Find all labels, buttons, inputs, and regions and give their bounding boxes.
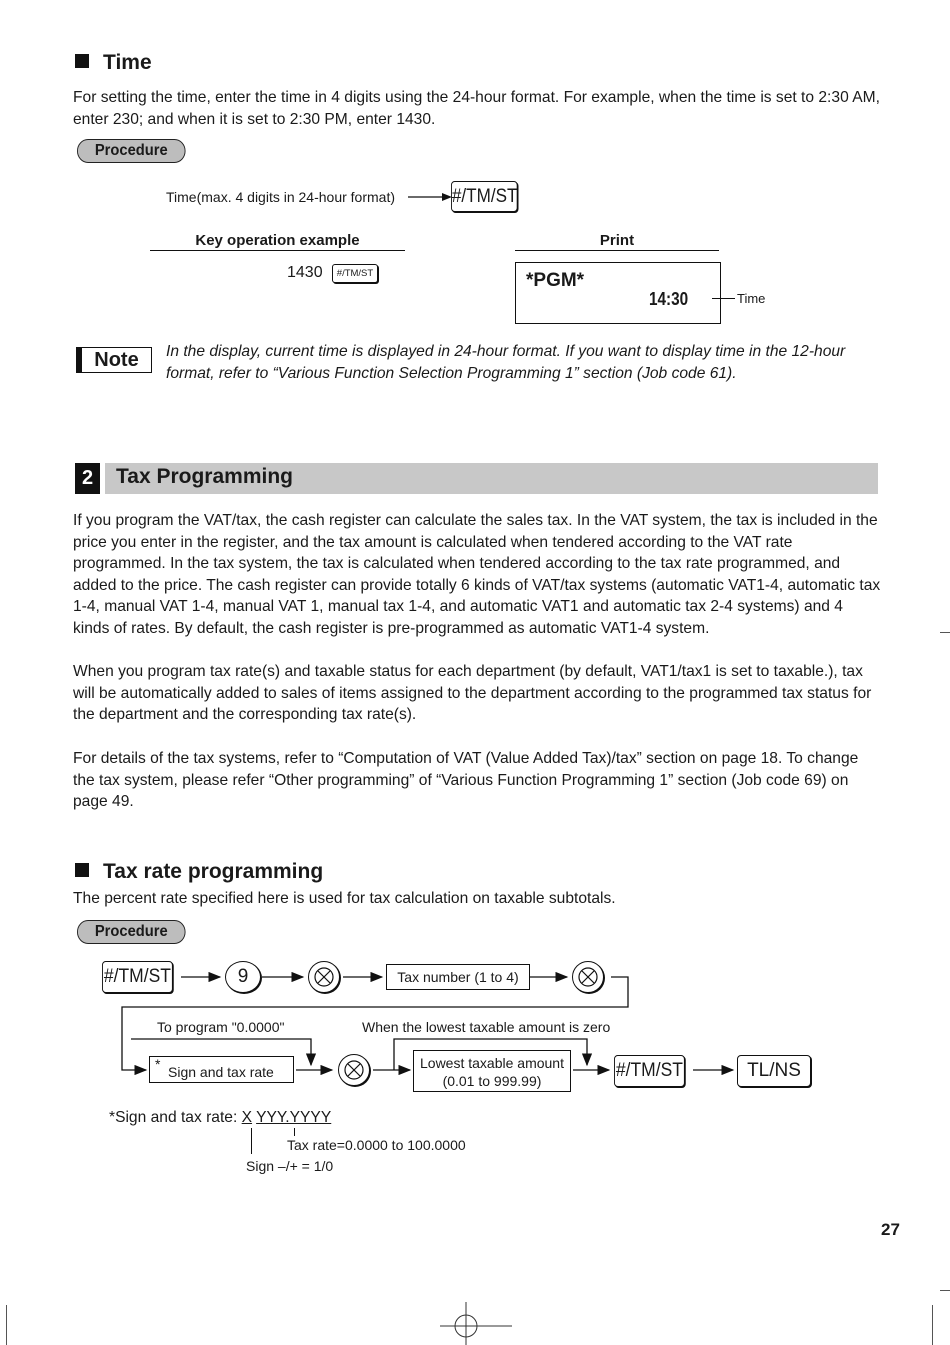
section-number: 2 bbox=[75, 463, 100, 494]
format-line bbox=[109, 1109, 331, 1127]
note-text: In the display, current time is displayed in 24-hour format. If you want to display time in the 12-hour format, refer to “Various Function Selection Programming 1” section (Job code 61). bbox=[166, 343, 846, 382]
procedure-badge-2: Procedure bbox=[77, 920, 186, 944]
time-body: For setting the time, enter the time in 4 digits using the 24-hour format. For example, when the time is set to 2:30 AM, enter 230; and when it is set to 2:30 PM, enter 1430. bbox=[73, 89, 880, 128]
receipt-time: 14:30 bbox=[649, 289, 689, 309]
tm-st-key-end: #/TM/ST bbox=[614, 1055, 685, 1087]
multiply-key-icon bbox=[572, 961, 604, 993]
time-heading bbox=[75, 51, 152, 75]
sign-rate-label: Sign and tax rate bbox=[168, 1064, 274, 1080]
section-title: Tax Programming bbox=[116, 465, 293, 488]
multiply-key-icon bbox=[338, 1054, 370, 1086]
time-input-label: Time(max. 4 digits in 24-hour format) bbox=[166, 189, 395, 205]
tl-ns-key: TL/NS bbox=[737, 1055, 811, 1087]
procedure-badge: Procedure bbox=[77, 139, 186, 163]
bypass-label-1: To program "0.0000" bbox=[157, 1019, 285, 1035]
receipt-box bbox=[515, 262, 721, 324]
arrow-right-icon bbox=[408, 190, 452, 204]
sign-pointer-line bbox=[251, 1128, 252, 1154]
multiply-key-icon bbox=[308, 961, 340, 993]
tax-number-box: Tax number (1 to 4) bbox=[386, 964, 530, 990]
registration-mark-icon bbox=[440, 1302, 512, 1345]
time-heading-text: Time bbox=[103, 51, 152, 74]
crop-mark bbox=[932, 1305, 933, 1345]
bypass-label-2: When the lowest taxable amount is zero bbox=[362, 1019, 611, 1035]
lowest-line-1: Lowest taxable amount bbox=[420, 1055, 564, 1071]
asterisk: * bbox=[155, 1056, 161, 1072]
lowest-line-2: (0.01 to 999.99) bbox=[442, 1073, 542, 1089]
tax-para-1: If you program the VAT/tax, the cash register can calculate the sales tax. In the VAT system, the tax is included in the price you enter in the register, and the tax amount is calculated when tendered according to the VAT rate programmed. In the tax system, the tax is calculated when tendered according to the tax rate programmed, and added to the price. The cash register can provide totally 6 kinds of VAT/tax systems (automatic VAT1-4, automatic tax 1-4, manual VAT 1-4, manual VAT 1, manual tax 1-4, and automatic VAT1 and automatic tax 2-4 systems) and 4 kinds of rates. By default, the cash register is pre-programmed as automatic VAT1-4 system. bbox=[73, 512, 881, 637]
note-badge: Note bbox=[76, 347, 152, 373]
receipt-callout: Time bbox=[737, 291, 766, 306]
crop-mark bbox=[940, 632, 950, 633]
section-title-bar bbox=[105, 463, 878, 494]
rate-pointer-line bbox=[294, 1128, 295, 1136]
sign-rate-box bbox=[149, 1056, 294, 1083]
tax-rate-body: The percent rate specified here is used for tax calculation on taxable subtotals. bbox=[73, 890, 616, 907]
print-header: Print bbox=[515, 232, 719, 251]
callout-line bbox=[712, 298, 735, 299]
crop-mark bbox=[940, 1290, 950, 1291]
tm-st-key-start: #/TM/ST bbox=[102, 961, 173, 993]
square-bullet-icon bbox=[75, 863, 89, 877]
rate-note: Tax rate=0.0000 to 100.0000 bbox=[287, 1137, 466, 1153]
lowest-amount-box bbox=[413, 1050, 571, 1092]
tax-rate-heading-text: Tax rate programming bbox=[103, 860, 324, 883]
receipt-title: *PGM* bbox=[526, 270, 585, 291]
key-op-header: Key operation example bbox=[150, 232, 405, 251]
format-x: X bbox=[241, 1109, 253, 1126]
tax-para-2: When you program tax rate(s) and taxable status for each department (by default, VAT1/tax1 is set to taxable.), tax will be automatically added to sales of items assigned to the department according to the programmed tax status for the department and the corresponding tax rate(s). bbox=[73, 663, 872, 724]
crop-mark bbox=[6, 1305, 7, 1345]
page-number: 27 bbox=[881, 1220, 900, 1239]
tax-rate-heading bbox=[75, 860, 323, 884]
small-tm-st-key: #/TM/ST bbox=[332, 264, 378, 283]
format-prefix: *Sign and tax rate: bbox=[109, 1109, 242, 1126]
tax-para-3: For details of the tax systems, refer to “Computation of VAT (Value Added Tax)/tax” section on page 18. To change the tax system, please refer “Other programming” of “Various Function Programming 1” section (Job code 69) on page 49. bbox=[73, 750, 859, 811]
tm-st-key: #/TM/ST bbox=[451, 181, 518, 212]
sign-note: Sign –/+ = 1/0 bbox=[246, 1158, 334, 1174]
nine-key: 9 bbox=[225, 961, 261, 993]
format-y: YYY.YYYY bbox=[256, 1109, 332, 1126]
square-bullet-icon bbox=[75, 54, 89, 68]
example-value: 1430 bbox=[287, 264, 323, 281]
